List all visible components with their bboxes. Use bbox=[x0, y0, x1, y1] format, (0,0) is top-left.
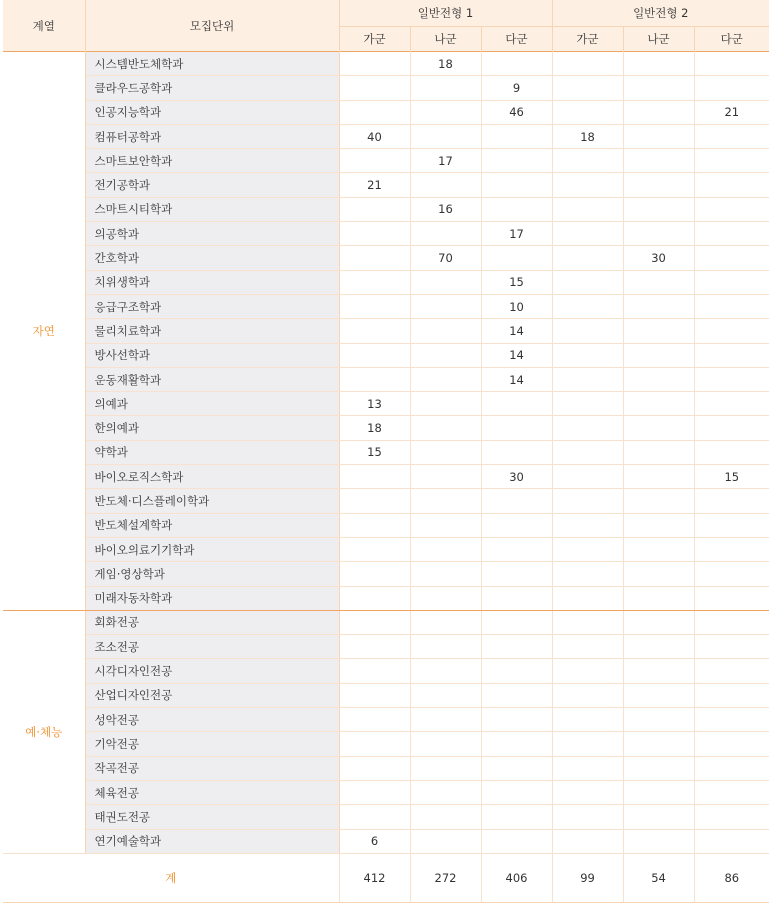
quota-cell bbox=[552, 222, 623, 246]
quota-cell bbox=[694, 780, 769, 804]
table-row bbox=[3, 246, 769, 270]
quota-cell: 17 bbox=[481, 222, 552, 246]
quota-cell bbox=[410, 76, 481, 100]
unit-name: 기악전공 bbox=[85, 732, 339, 756]
quota-cell bbox=[339, 76, 410, 100]
quota-cell bbox=[410, 440, 481, 464]
quota-cell: 10 bbox=[481, 294, 552, 318]
quota-cell bbox=[552, 246, 623, 270]
table-row bbox=[3, 489, 769, 513]
quota-cell bbox=[410, 465, 481, 489]
table-row bbox=[3, 756, 769, 780]
quota-cell bbox=[694, 489, 769, 513]
quota-cell: 30 bbox=[623, 246, 694, 270]
quota-cell bbox=[481, 586, 552, 610]
total-value: 412 bbox=[339, 853, 410, 902]
total-value: 272 bbox=[410, 853, 481, 902]
quota-cell bbox=[623, 586, 694, 610]
category-cell: 자연 bbox=[3, 52, 85, 611]
quota-cell: 40 bbox=[339, 124, 410, 148]
quota-cell bbox=[552, 149, 623, 173]
table-row bbox=[3, 659, 769, 683]
quota-cell bbox=[410, 586, 481, 610]
table-row bbox=[3, 319, 769, 343]
unit-name: 전기공학과 bbox=[85, 173, 339, 197]
quota-cell bbox=[481, 392, 552, 416]
quota-cell bbox=[410, 635, 481, 659]
header-col-da-1: 다군 bbox=[481, 27, 552, 52]
quota-cell bbox=[694, 829, 769, 853]
quota-cell bbox=[694, 246, 769, 270]
unit-name: 반도체·디스플레이학과 bbox=[85, 489, 339, 513]
quota-cell bbox=[410, 805, 481, 829]
quota-cell bbox=[552, 708, 623, 732]
quota-cell bbox=[694, 149, 769, 173]
quota-cell bbox=[694, 416, 769, 440]
quota-cell bbox=[694, 756, 769, 780]
quota-cell bbox=[410, 124, 481, 148]
quota-cell bbox=[552, 756, 623, 780]
quota-cell: 16 bbox=[410, 197, 481, 221]
quota-cell bbox=[694, 586, 769, 610]
table-row bbox=[3, 537, 769, 561]
quota-cell bbox=[623, 416, 694, 440]
quota-cell: 18 bbox=[552, 124, 623, 148]
quota-cell: 18 bbox=[410, 52, 481, 76]
quota-cell bbox=[552, 197, 623, 221]
quota-cell bbox=[410, 659, 481, 683]
quota-cell bbox=[410, 756, 481, 780]
quota-cell bbox=[339, 635, 410, 659]
quota-cell: 30 bbox=[481, 465, 552, 489]
quota-cell bbox=[623, 708, 694, 732]
quota-cell bbox=[623, 197, 694, 221]
quota-cell bbox=[694, 367, 769, 391]
unit-name: 한의예과 bbox=[85, 416, 339, 440]
quota-cell bbox=[552, 683, 623, 707]
quota-cell bbox=[339, 270, 410, 294]
quota-cell bbox=[552, 610, 623, 634]
unit-name: 컴퓨터공학과 bbox=[85, 124, 339, 148]
table-row bbox=[3, 294, 769, 318]
unit-name: 응급구조학과 bbox=[85, 294, 339, 318]
quota-cell bbox=[623, 76, 694, 100]
quota-cell bbox=[694, 562, 769, 586]
unit-name: 게임·영상학과 bbox=[85, 562, 339, 586]
quota-cell bbox=[339, 562, 410, 586]
quota-cell bbox=[694, 52, 769, 76]
quota-cell bbox=[410, 489, 481, 513]
category-cell: 예·체능 bbox=[3, 610, 85, 853]
quota-cell bbox=[694, 222, 769, 246]
quota-cell bbox=[481, 562, 552, 586]
quota-cell bbox=[339, 513, 410, 537]
quota-cell bbox=[694, 708, 769, 732]
quota-cell bbox=[552, 513, 623, 537]
quota-cell bbox=[552, 416, 623, 440]
quota-cell bbox=[339, 100, 410, 124]
quota-cell bbox=[623, 537, 694, 561]
table-row bbox=[3, 149, 769, 173]
quota-cell bbox=[552, 586, 623, 610]
quota-cell bbox=[694, 683, 769, 707]
quota-cell bbox=[410, 416, 481, 440]
quota-cell bbox=[552, 343, 623, 367]
unit-name: 방사선학과 bbox=[85, 343, 339, 367]
table-row bbox=[3, 124, 769, 148]
unit-name: 스마트보안학과 bbox=[85, 149, 339, 173]
quota-cell: 15 bbox=[339, 440, 410, 464]
quota-cell bbox=[694, 294, 769, 318]
quota-cell bbox=[694, 440, 769, 464]
quota-cell bbox=[339, 683, 410, 707]
quota-cell: 14 bbox=[481, 367, 552, 391]
unit-name: 시각디자인전공 bbox=[85, 659, 339, 683]
table-row bbox=[3, 222, 769, 246]
quota-cell bbox=[552, 805, 623, 829]
quota-cell bbox=[410, 343, 481, 367]
quota-cell bbox=[623, 367, 694, 391]
quota-cell bbox=[552, 367, 623, 391]
quota-cell bbox=[694, 392, 769, 416]
unit-name: 회화전공 bbox=[85, 610, 339, 634]
quota-cell bbox=[339, 367, 410, 391]
quota-cell bbox=[339, 537, 410, 561]
quota-cell bbox=[623, 294, 694, 318]
total-value: 99 bbox=[552, 853, 623, 902]
quota-cell bbox=[552, 294, 623, 318]
quota-cell bbox=[481, 489, 552, 513]
quota-cell bbox=[623, 124, 694, 148]
quota-cell bbox=[481, 246, 552, 270]
quota-cell bbox=[339, 465, 410, 489]
unit-name: 연기예술학과 bbox=[85, 829, 339, 853]
header-col-na-2: 나군 bbox=[623, 27, 694, 52]
header-group-2: 일반전형 2 bbox=[552, 0, 769, 27]
quota-cell bbox=[623, 805, 694, 829]
quota-cell bbox=[552, 173, 623, 197]
unit-name: 태권도전공 bbox=[85, 805, 339, 829]
unit-name: 의공학과 bbox=[85, 222, 339, 246]
quota-cell bbox=[552, 732, 623, 756]
header-col-na-1: 나군 bbox=[410, 27, 481, 52]
unit-name: 작곡전공 bbox=[85, 756, 339, 780]
quota-cell bbox=[623, 319, 694, 343]
unit-name: 인공지능학과 bbox=[85, 100, 339, 124]
quota-cell: 46 bbox=[481, 100, 552, 124]
quota-cell bbox=[623, 52, 694, 76]
quota-cell bbox=[339, 805, 410, 829]
total-row bbox=[3, 853, 769, 902]
quota-cell bbox=[410, 319, 481, 343]
quota-cell bbox=[481, 683, 552, 707]
quota-cell bbox=[339, 610, 410, 634]
quota-cell bbox=[694, 805, 769, 829]
quota-cell bbox=[481, 756, 552, 780]
quota-cell bbox=[410, 392, 481, 416]
unit-name: 반도체설계학과 bbox=[85, 513, 339, 537]
quota-cell: 18 bbox=[339, 416, 410, 440]
quota-cell: 21 bbox=[339, 173, 410, 197]
table-row bbox=[3, 829, 769, 853]
quota-cell bbox=[552, 100, 623, 124]
quota-cell bbox=[481, 780, 552, 804]
quota-cell bbox=[694, 270, 769, 294]
table-row bbox=[3, 635, 769, 659]
table-row bbox=[3, 100, 769, 124]
unit-name: 바이오의료기기학과 bbox=[85, 537, 339, 561]
quota-cell bbox=[552, 392, 623, 416]
total-value: 86 bbox=[694, 853, 769, 902]
table-row bbox=[3, 343, 769, 367]
quota-cell bbox=[481, 513, 552, 537]
quota-cell bbox=[410, 732, 481, 756]
quota-cell bbox=[410, 513, 481, 537]
quota-cell bbox=[339, 586, 410, 610]
admissions-quota-table bbox=[3, 0, 769, 903]
unit-name: 조소전공 bbox=[85, 635, 339, 659]
quota-cell bbox=[481, 732, 552, 756]
unit-name: 간호학과 bbox=[85, 246, 339, 270]
unit-name: 스마트시티학과 bbox=[85, 197, 339, 221]
quota-cell bbox=[623, 222, 694, 246]
header-dept: 계열 bbox=[3, 0, 85, 52]
quota-cell bbox=[481, 635, 552, 659]
quota-cell bbox=[481, 537, 552, 561]
header-col-da-2: 다군 bbox=[694, 27, 769, 52]
table-row bbox=[3, 586, 769, 610]
quota-cell bbox=[552, 52, 623, 76]
table-row bbox=[3, 52, 769, 76]
quota-cell bbox=[623, 829, 694, 853]
quota-cell bbox=[552, 659, 623, 683]
quota-cell: 13 bbox=[339, 392, 410, 416]
quota-cell bbox=[552, 537, 623, 561]
quota-cell bbox=[481, 805, 552, 829]
quota-cell bbox=[623, 343, 694, 367]
quota-cell: 14 bbox=[481, 319, 552, 343]
unit-name: 운동재활학과 bbox=[85, 367, 339, 391]
quota-cell bbox=[410, 270, 481, 294]
quota-cell bbox=[694, 537, 769, 561]
quota-cell bbox=[481, 829, 552, 853]
quota-cell bbox=[410, 610, 481, 634]
quota-cell bbox=[481, 52, 552, 76]
quota-cell bbox=[623, 149, 694, 173]
quota-cell bbox=[623, 562, 694, 586]
header-col-ga-1: 가군 bbox=[339, 27, 410, 52]
unit-name: 시스템반도체학과 bbox=[85, 52, 339, 76]
quota-cell bbox=[623, 780, 694, 804]
quota-cell bbox=[339, 343, 410, 367]
table-header bbox=[3, 0, 769, 52]
quota-cell bbox=[694, 513, 769, 537]
quota-cell bbox=[410, 294, 481, 318]
quota-cell bbox=[623, 610, 694, 634]
quota-cell bbox=[623, 635, 694, 659]
table-row bbox=[3, 367, 769, 391]
total-value: 406 bbox=[481, 853, 552, 902]
quota-cell bbox=[694, 343, 769, 367]
quota-cell bbox=[694, 197, 769, 221]
unit-name: 클라우드공학과 bbox=[85, 76, 339, 100]
table-row bbox=[3, 708, 769, 732]
quota-cell: 17 bbox=[410, 149, 481, 173]
quota-cell: 6 bbox=[339, 829, 410, 853]
quota-cell bbox=[410, 562, 481, 586]
quota-cell bbox=[623, 513, 694, 537]
quota-cell bbox=[552, 440, 623, 464]
quota-cell bbox=[339, 319, 410, 343]
quota-cell bbox=[410, 173, 481, 197]
quota-cell bbox=[623, 465, 694, 489]
table-row bbox=[3, 416, 769, 440]
table-row bbox=[3, 513, 769, 537]
quota-cell bbox=[339, 708, 410, 732]
header-group-1: 일반전형 1 bbox=[339, 0, 552, 27]
table-row bbox=[3, 392, 769, 416]
quota-cell bbox=[623, 100, 694, 124]
unit-name: 산업디자인전공 bbox=[85, 683, 339, 707]
quota-cell bbox=[552, 829, 623, 853]
table-row bbox=[3, 197, 769, 221]
quota-cell bbox=[339, 659, 410, 683]
table-row bbox=[3, 270, 769, 294]
quota-cell bbox=[339, 222, 410, 246]
quota-cell bbox=[410, 780, 481, 804]
quota-cell bbox=[694, 319, 769, 343]
quota-cell bbox=[623, 732, 694, 756]
quota-cell bbox=[694, 124, 769, 148]
unit-name: 약학과 bbox=[85, 440, 339, 464]
table-body bbox=[3, 52, 769, 854]
quota-cell bbox=[339, 756, 410, 780]
quota-cell bbox=[694, 610, 769, 634]
quota-cell bbox=[410, 367, 481, 391]
quota-cell bbox=[694, 635, 769, 659]
quota-cell: 9 bbox=[481, 76, 552, 100]
header-col-ga-2: 가군 bbox=[552, 27, 623, 52]
unit-name: 물리치료학과 bbox=[85, 319, 339, 343]
quota-cell bbox=[623, 392, 694, 416]
quota-cell bbox=[623, 659, 694, 683]
quota-cell bbox=[410, 222, 481, 246]
quota-cell bbox=[623, 270, 694, 294]
quota-cell bbox=[339, 780, 410, 804]
unit-name: 의예과 bbox=[85, 392, 339, 416]
table-row bbox=[3, 683, 769, 707]
quota-cell bbox=[694, 173, 769, 197]
quota-cell bbox=[481, 149, 552, 173]
quota-cell bbox=[552, 635, 623, 659]
quota-cell bbox=[339, 489, 410, 513]
quota-cell bbox=[339, 246, 410, 270]
quota-cell bbox=[552, 76, 623, 100]
quota-cell bbox=[552, 465, 623, 489]
table-row bbox=[3, 562, 769, 586]
quota-cell bbox=[481, 440, 552, 464]
quota-cell bbox=[694, 732, 769, 756]
quota-cell bbox=[481, 173, 552, 197]
unit-name: 체육전공 bbox=[85, 780, 339, 804]
quota-cell: 15 bbox=[694, 465, 769, 489]
quota-cell bbox=[552, 489, 623, 513]
quota-cell bbox=[339, 52, 410, 76]
quota-cell bbox=[552, 562, 623, 586]
quota-cell: 70 bbox=[410, 246, 481, 270]
quota-cell bbox=[410, 537, 481, 561]
quota-cell bbox=[410, 829, 481, 853]
quota-cell bbox=[623, 683, 694, 707]
quota-cell bbox=[481, 124, 552, 148]
quota-cell bbox=[339, 197, 410, 221]
table-row bbox=[3, 610, 769, 634]
unit-name: 미래자동차학과 bbox=[85, 586, 339, 610]
table-row bbox=[3, 780, 769, 804]
header-unit: 모집단위 bbox=[85, 0, 339, 52]
table-row bbox=[3, 440, 769, 464]
quota-cell bbox=[694, 659, 769, 683]
total-value: 54 bbox=[623, 853, 694, 902]
quota-cell bbox=[481, 197, 552, 221]
quota-cell bbox=[623, 173, 694, 197]
total-label: 계 bbox=[3, 853, 339, 902]
quota-cell bbox=[481, 416, 552, 440]
table-row bbox=[3, 732, 769, 756]
quota-cell: 21 bbox=[694, 100, 769, 124]
table-row bbox=[3, 465, 769, 489]
quota-cell bbox=[481, 610, 552, 634]
table-row bbox=[3, 173, 769, 197]
quota-cell bbox=[552, 319, 623, 343]
quota-cell bbox=[552, 270, 623, 294]
quota-cell bbox=[410, 708, 481, 732]
quota-cell bbox=[481, 708, 552, 732]
quota-cell bbox=[623, 756, 694, 780]
quota-cell: 15 bbox=[481, 270, 552, 294]
unit-name: 바이오로직스학과 bbox=[85, 465, 339, 489]
quota-cell bbox=[481, 659, 552, 683]
quota-cell bbox=[552, 780, 623, 804]
unit-name: 치위생학과 bbox=[85, 270, 339, 294]
unit-name: 성악전공 bbox=[85, 708, 339, 732]
quota-cell bbox=[623, 489, 694, 513]
quota-cell bbox=[339, 732, 410, 756]
table-row bbox=[3, 76, 769, 100]
quota-cell bbox=[694, 76, 769, 100]
quota-cell bbox=[410, 683, 481, 707]
quota-cell bbox=[623, 440, 694, 464]
quota-cell: 14 bbox=[481, 343, 552, 367]
quota-cell bbox=[339, 149, 410, 173]
table-row bbox=[3, 805, 769, 829]
quota-cell bbox=[339, 294, 410, 318]
quota-cell bbox=[410, 100, 481, 124]
